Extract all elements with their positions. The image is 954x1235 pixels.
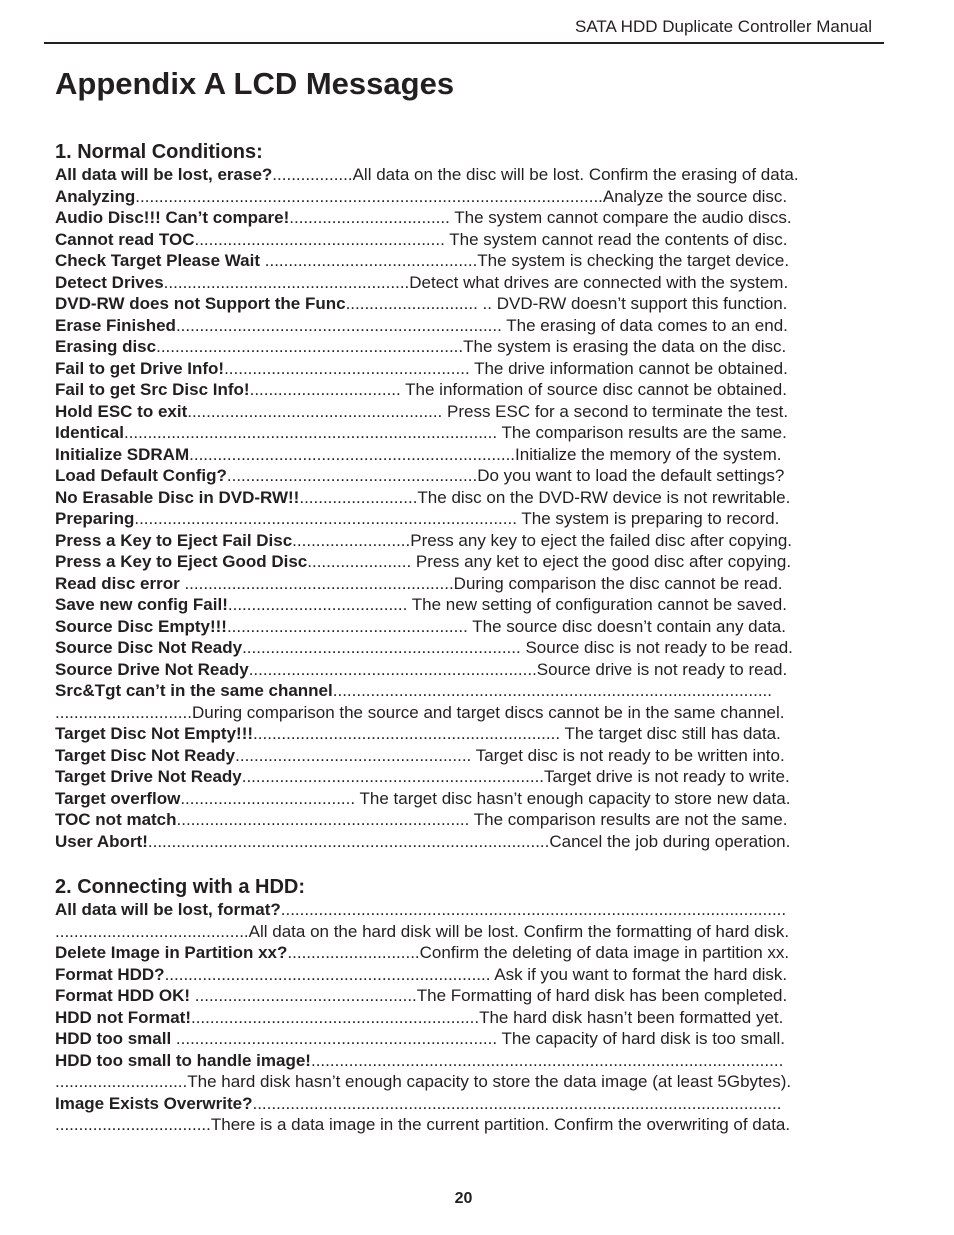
message-entry <box>55 659 877 681</box>
message-term: HDD too small to handle image! <box>55 1050 311 1070</box>
message-description: .................All data on the disc will be lost. Confirm the erasing of data. <box>272 165 799 184</box>
message-entry <box>55 422 877 444</box>
message-entry <box>55 942 877 964</box>
message-term: Read disc error <box>55 573 180 593</box>
message-entry <box>55 616 877 638</box>
message-term: Image Exists Overwrite? <box>55 1093 253 1113</box>
message-term: All data will be lost, format? <box>55 900 281 919</box>
message-description: ................................................... The source disc doesn’t contain any data. <box>226 616 786 636</box>
message-description: ..................................................................... The erasing of data comes to an end. <box>175 315 788 335</box>
message-description: .............................During comparison the source and target discs cannot be in the same channel. <box>55 702 785 722</box>
message-entry <box>55 272 877 294</box>
message-entry <box>55 899 877 921</box>
message-description: .................................................... The drive information cannot be obtained. <box>224 358 788 378</box>
message-entry <box>55 207 877 229</box>
message-term: Press a Key to Eject Fail Disc <box>55 530 293 550</box>
message-list <box>55 899 877 1136</box>
message-entry <box>55 465 877 487</box>
message-entry <box>55 1071 877 1093</box>
message-term: Press a Key to Eject Good Disc <box>55 552 308 571</box>
message-description: ................................................................................................................ <box>252 1093 782 1113</box>
message-entry <box>55 1093 877 1115</box>
message-entry <box>55 831 877 853</box>
message-entry <box>55 985 877 1007</box>
section-normal-conditions <box>55 141 877 852</box>
message-entry <box>55 573 877 595</box>
message-description: ............................The hard disk hasn’t enough capacity to store the data image (at least 5Gbytes). <box>55 1072 792 1091</box>
message-entry <box>55 551 877 573</box>
message-term: HDD not Format! <box>55 1007 191 1027</box>
message-description: ..................................................................... Ask if you want to format the hard disk. <box>164 964 788 984</box>
message-description: .................................................................The system is erasing the data on the disc. <box>156 337 787 356</box>
message-description: ...................................... The new setting of configuration cannot be saved. <box>227 595 787 614</box>
message-term: Identical <box>55 423 124 442</box>
message-description: .........................................................During comparison the disc cannot be read. <box>179 573 783 593</box>
message-term: HDD too small <box>55 1029 172 1048</box>
message-description: .................................................................... The capacity of hard disk is too small. <box>171 1029 785 1048</box>
message-term: Initialize SDRAM <box>55 444 190 464</box>
message-entry <box>55 250 877 272</box>
message-term: Fail to get Src Disc Info! <box>55 380 250 399</box>
message-term: Erase Finished <box>55 315 176 335</box>
message-entry <box>55 444 877 466</box>
message-description: ............................ .. DVD-RW doesn’t support this function. <box>345 294 788 313</box>
message-entry <box>55 336 877 358</box>
section-heading: 1. Normal Conditions: <box>55 141 263 163</box>
message-description: .........................................All data on the hard disk will be lost. Confirm the formatting of hard disk. <box>55 921 790 941</box>
message-entry <box>55 379 877 401</box>
message-entry <box>55 921 877 943</box>
message-description: .....................................................................Initialize the memory of the system. <box>189 444 782 464</box>
message-entry <box>55 1050 877 1072</box>
message-description: .....................................................................................Cancel the job during operation. <box>147 831 791 851</box>
message-description: ................................ The information of source disc cannot be obtained. <box>249 380 787 399</box>
page-number: 20 <box>454 1190 473 1207</box>
message-description: ....................................................Detect what drives are connected with the system. <box>163 272 789 292</box>
message-term: Source Disc Empty!!! <box>55 616 227 636</box>
message-term: Save new config Fail! <box>55 595 228 614</box>
message-term: Cannot read TOC <box>55 229 195 249</box>
message-description: ........................................................................................................... <box>280 900 787 919</box>
message-description: ........................................................... Source disc is not ready to be read. <box>242 638 793 657</box>
message-term: Target Disc Not Ready <box>55 745 236 765</box>
message-entry <box>55 745 877 767</box>
message-term: Load Default Config? <box>55 466 227 485</box>
message-term: Check Target Please Wait <box>55 251 261 270</box>
page-title: Appendix A LCD Messages <box>55 66 455 101</box>
message-term: Format HDD OK! <box>55 986 191 1005</box>
message-entry <box>55 637 877 659</box>
message-term: Source Drive Not Ready <box>55 659 249 679</box>
message-description: ...................... Press any ket to eject the good disc after copying. <box>307 552 792 571</box>
message-entry <box>55 293 877 315</box>
message-entry <box>55 508 877 530</box>
message-term: Delete Image in Partition xx? <box>55 943 288 962</box>
message-entry <box>55 186 877 208</box>
manual-title: SATA HDD Duplicate Controller Manual <box>575 17 872 36</box>
message-description: .................................................. Target disc is not ready to be written into. <box>235 745 785 765</box>
message-entry <box>55 315 877 337</box>
message-term: Erasing disc <box>55 337 157 356</box>
message-entry <box>55 680 877 702</box>
message-term: Format HDD? <box>55 964 165 984</box>
message-entry <box>55 530 877 552</box>
message-description: ................................................................................. The system is preparing to record. <box>134 509 780 528</box>
message-entry <box>55 788 877 810</box>
message-term: Fail to get Drive Info! <box>55 358 225 378</box>
message-description: .........................The disc on the DVD-RW device is not rewritable. <box>299 487 791 507</box>
message-description: ............................................................................................. <box>332 681 773 700</box>
message-entry <box>55 401 877 423</box>
header-divider <box>44 42 884 44</box>
message-description: ................................................................. The target disc still has data. <box>253 724 781 743</box>
message-entry <box>55 358 877 380</box>
message-entry <box>55 766 877 788</box>
message-term: Preparing <box>55 509 135 528</box>
message-entry <box>55 1028 877 1050</box>
message-description: .............................................................. The comparison results are not the same. <box>176 810 788 829</box>
message-entry <box>55 809 877 831</box>
message-description: ...............................................The Formatting of hard disk has been completed. <box>190 986 788 1005</box>
message-entry <box>55 487 877 509</box>
message-term: Audio Disc!!! Can’t compare! <box>55 208 290 227</box>
message-description: .....................................................Do you want to load the default settings? <box>226 466 785 485</box>
message-description: ................................................................Target drive is not ready to write. <box>241 767 790 786</box>
message-term: DVD-RW does not Support the Func <box>55 294 346 313</box>
message-term: Target Disc Not Empty!!! <box>55 724 254 743</box>
message-description: .........................Press any key to eject the failed disc after copying. <box>292 530 793 550</box>
message-description: .............................................................Source drive is not ready to read. <box>248 659 788 679</box>
message-description: ...................................................................................................Analyze the source disc. <box>135 186 788 206</box>
message-term: Analyzing <box>55 186 136 206</box>
message-description: ............................Confirm the deleting of data image in partition xx. <box>287 943 790 962</box>
message-description: ...................................................... Press ESC for a second to terminate the test. <box>187 401 789 421</box>
message-term: Target overflow <box>55 788 181 808</box>
message-description: .............................................................The hard disk hasn’t been formatted yet. <box>190 1007 784 1027</box>
message-description: .................................................................................................... <box>310 1050 784 1070</box>
message-entry <box>55 164 877 186</box>
message-term: Src&Tgt can’t in the same channel <box>55 681 333 700</box>
message-entry <box>55 1114 877 1136</box>
message-entry <box>55 702 877 724</box>
message-entry <box>55 594 877 616</box>
message-description: .................................There is a data image in the current partition. Confirm the overwriting of data. <box>55 1115 791 1134</box>
message-term: Detect Drives <box>55 272 164 292</box>
message-term: TOC not match <box>55 810 177 829</box>
section-connecting-hdd <box>55 876 877 1136</box>
message-description: .............................................The system is checking the target device. <box>260 251 790 270</box>
section-heading: 2. Connecting with a HDD: <box>55 876 305 898</box>
message-description: ..................................... The target disc hasn’t enough capacity to store new data. <box>180 788 791 808</box>
message-description: .................................. The system cannot compare the audio discs. <box>289 208 792 227</box>
message-entry <box>55 723 877 745</box>
message-term: Source Disc Not Ready <box>55 638 243 657</box>
message-description: ..................................................... The system cannot read the contents of disc. <box>194 229 788 249</box>
message-entry <box>55 964 877 986</box>
message-list <box>55 164 877 852</box>
message-description: ............................................................................... The comparison results are the same. <box>123 423 787 442</box>
message-entry <box>55 229 877 251</box>
message-term: User Abort! <box>55 831 148 851</box>
message-term: All data will be lost, erase? <box>55 165 273 184</box>
message-term: No Erasable Disc in DVD-RW!! <box>55 487 300 507</box>
message-term: Target Drive Not Ready <box>55 767 242 786</box>
message-entry <box>55 1007 877 1029</box>
message-term: Hold ESC to exit <box>55 401 188 421</box>
